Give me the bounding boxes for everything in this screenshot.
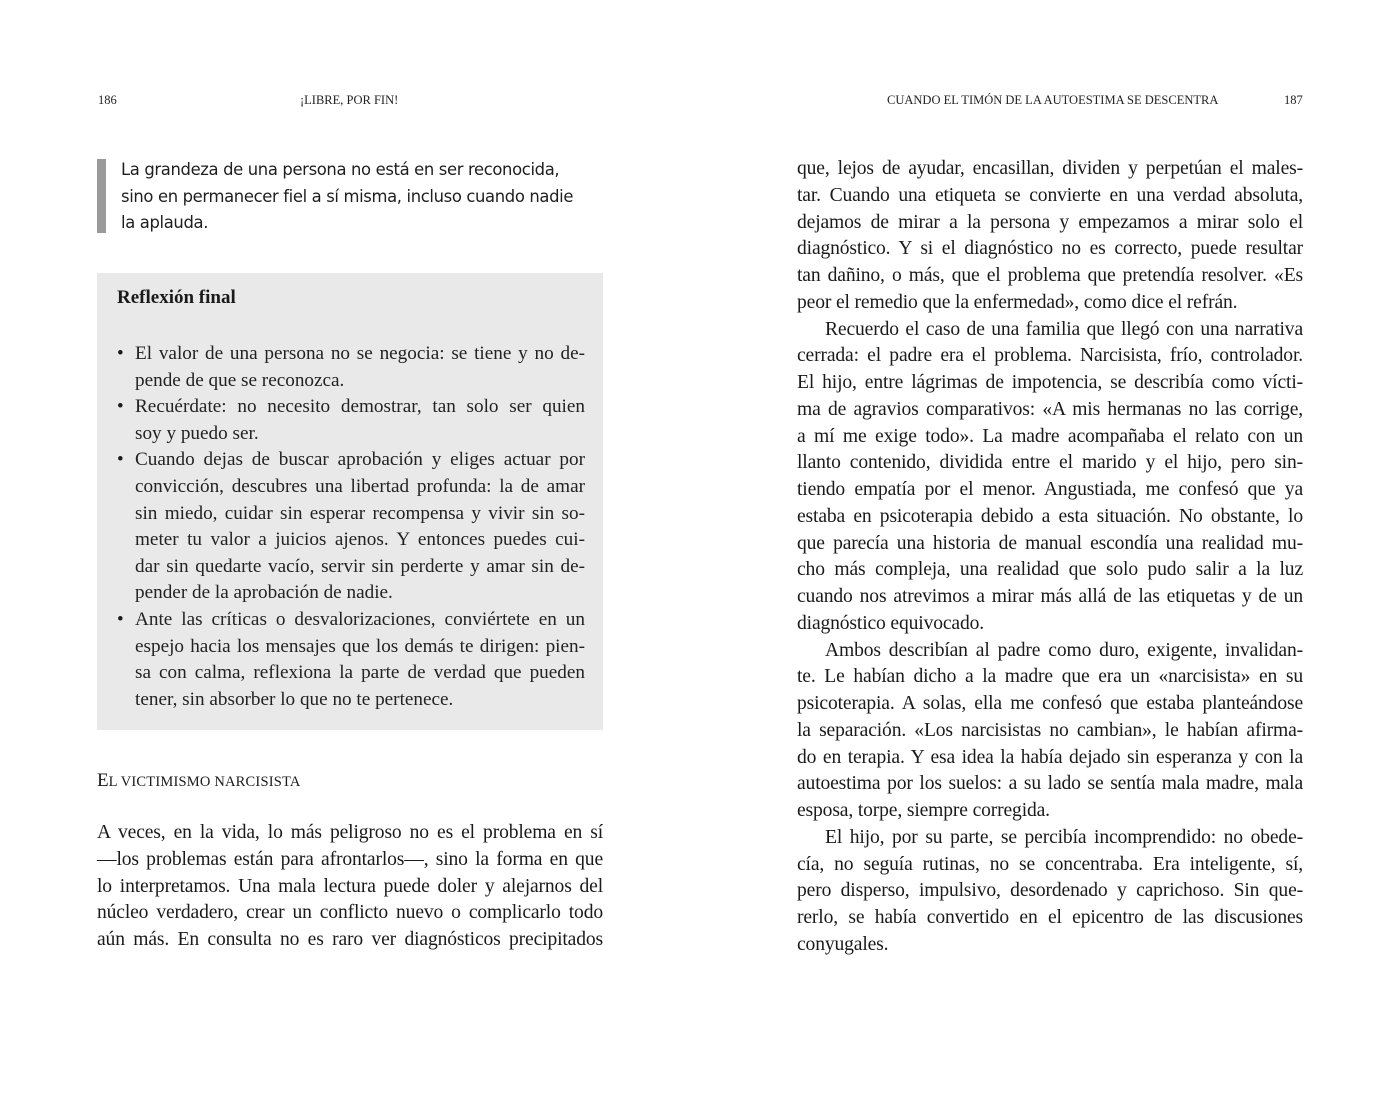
page-number-right: 187 (1284, 93, 1303, 107)
bullet-line: El valor de una persona no se negocia: se tiene y no de- (135, 343, 585, 364)
body-line: cía, no seguía rutinas, no se concentraba. Era inteligente, sí, (797, 853, 1303, 875)
body-line: la separación. «Los narcisistas no cambian», le habían afirma- (797, 719, 1303, 741)
body-line: dejamos de mirar a la persona y empezamos a mirar solo el (797, 211, 1303, 233)
reflection-box (97, 273, 603, 730)
bullet-icon: • (117, 608, 124, 630)
body-line: aún más. En consulta no es raro ver diagnósticos precipitados (97, 929, 603, 950)
body-line: llanto contenido, dividida entre el marido y el hijo, pero sin- (797, 452, 1303, 474)
body-line: núcleo verdadero, crear un conflicto nuevo o complicarlo todo (97, 902, 603, 924)
body-text-right (797, 156, 1303, 959)
bullet-line: meter tu valor a juicios ajenos. Y entonces puedes cui- (135, 529, 585, 551)
bullet-item (115, 607, 585, 713)
body-line: que, lejos de ayudar, encasillan, dividen y perpetúan el males- (797, 158, 1303, 179)
bullet-line: tener, sin absorber lo que no te pertenece. (135, 688, 454, 710)
body-line: diagnóstico equivocado. (797, 612, 984, 634)
body-line: Recuerdo el caso de una familia que llegó con una narrativa (825, 318, 1303, 340)
body-line: El hijo, entre lágrimas de impotencia, se describía como vícti- (797, 372, 1303, 393)
body-text-left (97, 820, 603, 954)
running-head-right: CUANDO EL TIMÓN DE LA AUTOESTIMA SE DESCENTRA (887, 93, 1219, 107)
body-line: tar. Cuando una etiqueta se convierte en una verdad absoluta, (797, 184, 1303, 206)
bullet-item (115, 447, 585, 607)
bullet-item (115, 341, 585, 394)
body-line: tan dañino, o más, que el problema que pretendía resolver. «Es (797, 265, 1303, 286)
reflection-title: Reflexión final (117, 287, 236, 308)
bullet-line: espejo hacia los mensajes que los demás te dirigen: pien- (135, 635, 585, 657)
section-heading (97, 770, 301, 792)
bullet-icon: • (117, 343, 124, 364)
running-head-left: ¡LIBRE, POR FIN! (300, 93, 399, 107)
bullet-line: convicción, descubres una libertad profunda: la de amar (135, 475, 585, 497)
right-page (700, 0, 1400, 1114)
bullet-line: sin miedo, cuidar sin esperar recompensa y vivir sin so- (135, 502, 585, 524)
body-line: peor el remedio que la enfermedad», como dice el refrán. (797, 291, 1238, 313)
reflection-bullet-list (115, 341, 585, 713)
body-line: cuando nos atrevimos a mirar más allá de las etiquetas y de un (797, 586, 1303, 607)
body-line: pero disperso, impulsivo, desordenado y caprichoso. Sin que- (797, 880, 1303, 902)
bullet-line: Cuando dejas de buscar aprobación y eliges actuar por (135, 449, 585, 471)
bullet-item (115, 394, 585, 447)
body-line: El hijo, por su parte, se percibía incomprendido: no obede- (825, 826, 1303, 848)
pull-quote (97, 157, 641, 237)
body-line: estaba en psicoterapia debido a esta situación. No obstante, lo (797, 505, 1303, 527)
body-line: a mí me exige todo». La madre acompañaba el relato con un (797, 425, 1303, 447)
body-line: te. Le habían dicho a la madre que era un «narcisista» en su (797, 666, 1303, 688)
bullet-line: pende de que se reconozca. (135, 369, 345, 391)
bullet-line: Ante las críticas o desvalorizaciones, conviértete en un (135, 608, 585, 630)
body-line: tiendo empatía por el menor. Angustiada, me confesó que ya (797, 479, 1303, 500)
body-line: lo interpretamos. Una mala lectura puede doler y alejarnos del (97, 875, 603, 897)
body-line: esposa, torpe, siempre corregida. (797, 800, 1050, 821)
body-line: diagnóstico. Y si el diagnóstico no es correcto, puede resultar (797, 238, 1303, 260)
bullet-line: sa con calma, reflexiona la parte de verdad que pueden (135, 662, 585, 684)
body-line: que parecía una historia de manual escondía una realidad mu- (797, 532, 1303, 554)
body-line: ma de agravios comparativos: «A mis hermanas no las corrige, (797, 398, 1303, 420)
body-line: conyugales. (797, 933, 889, 955)
body-line: cho más compleja, una realidad que solo pudo salir a la luz (797, 559, 1303, 581)
bullet-line: Recuérdate: no necesito demostrar, tan solo ser quien (135, 396, 585, 418)
pull-quote-line: La grandeza de una persona no está en ser reconocida, (121, 160, 560, 179)
body-line: psicoterapia. A solas, ella me confesó que estaba planteándose (797, 693, 1303, 714)
bullet-line: pender de la aprobación de nadie. (135, 582, 393, 604)
bullet-icon: • (117, 396, 124, 418)
body-line: cerrada: el padre era el problema. Narcisista, frío, controlador. (797, 345, 1303, 367)
bullet-line: dar sin quedarte vacío, servir sin perderte y amar sin de- (135, 555, 585, 577)
bullet-icon: • (117, 449, 124, 471)
section-heading-initial: E (97, 770, 109, 791)
pull-quote-line: sino en permanecer fiel a sí misma, incluso cuando nadie (121, 186, 574, 206)
body-line: Ambos describían al padre como duro, exigente, invalidan- (825, 639, 1303, 661)
section-heading-rest: L VICTIMISMO NARCISISTA (108, 774, 301, 790)
body-line: —los problemas están para afrontarlos—, sino la forma en que (97, 848, 603, 870)
pull-quote-line: la aplauda. (121, 213, 209, 232)
body-line: autoestima por los suelos: a su lado se sentía mala madre, mala (797, 773, 1303, 795)
body-line: do en terapia. Y esa idea la había dejado sin esperanza y con la (797, 746, 1303, 768)
body-line: A veces, en la vida, lo más peligroso no es el problema en sí (97, 822, 603, 843)
page-number-left: 186 (98, 93, 117, 107)
pull-quote-bar (97, 159, 106, 233)
bullet-line: soy y puedo ser. (135, 422, 259, 444)
body-line: rerlo, se había convertido en el epicentro de las discusiones (797, 907, 1303, 928)
